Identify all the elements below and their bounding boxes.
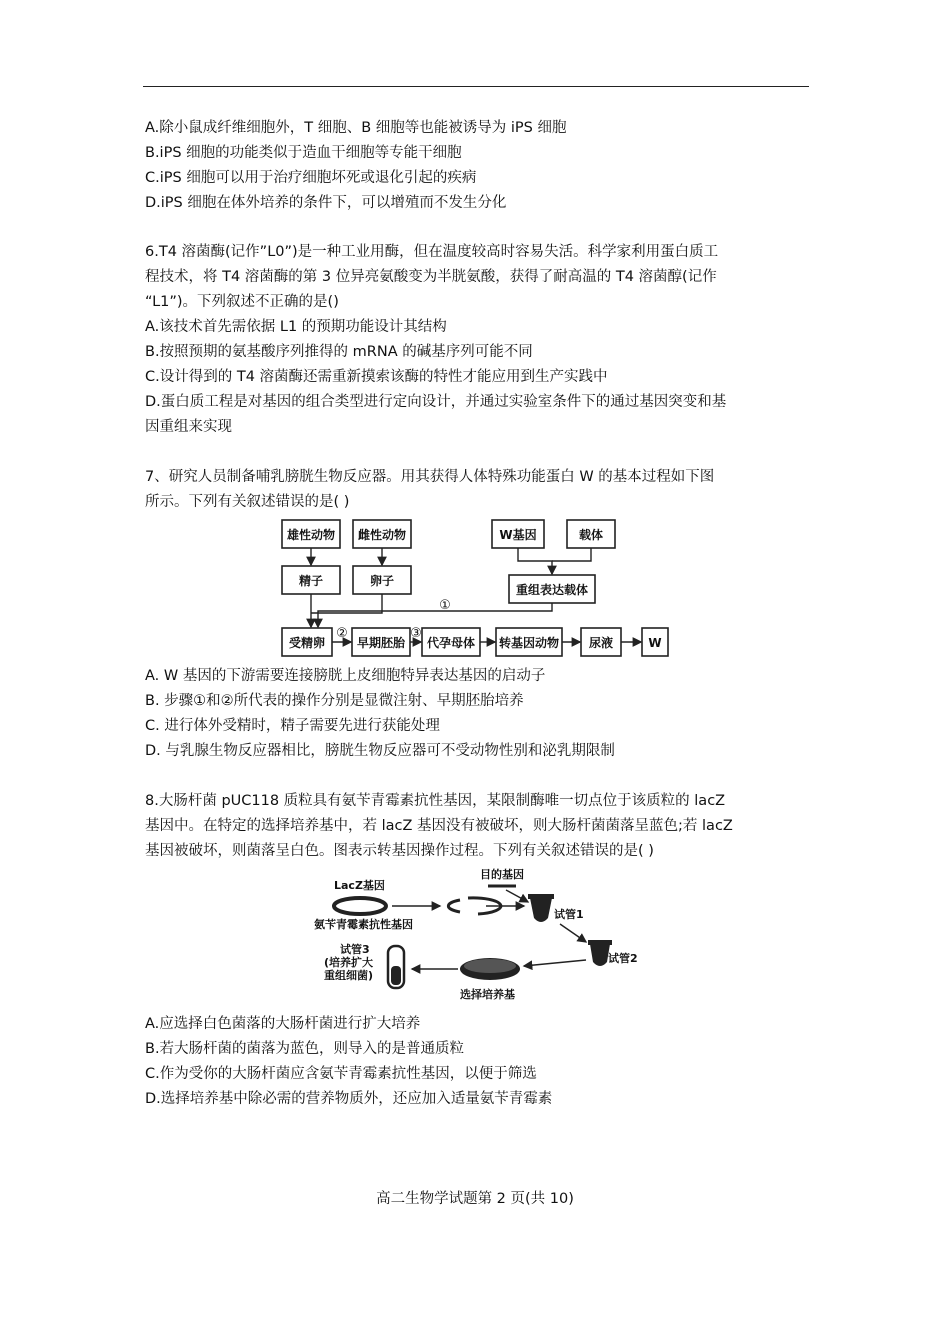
q6-option-d: D.蛋白质工程是对基因的组合类型进行定向设计，并通过实验室条件下的通过基因突变和基	[145, 394, 727, 410]
q7-stem-line1: 7、研究人员制备哺乳膀胱生物反应器。用其获得人体特殊功能蛋白 W 的基本过程如下图	[145, 469, 715, 485]
q6-stem-line2: 程技术，将 T4 溶菌酶的第 3 位异亮氨酸变为半胱氨酸，获得了耐高温的 T4 溶菌醇(记作	[145, 269, 717, 285]
tube2-icon	[590, 944, 610, 966]
label-amp: 氨苄青霉素抗性基因	[314, 918, 413, 931]
q7-option-b: B. 步骤①和②所代表的操作分别是显微注射、早期胚胎培养	[145, 693, 524, 709]
label-egg: 卵子	[369, 574, 395, 588]
label-sperm: 精子	[298, 574, 324, 588]
label-tube3-line3: 重组细菌)	[324, 969, 374, 982]
label-plate: 选择培养基	[460, 988, 515, 1001]
step3-label: ③	[410, 626, 422, 641]
q7-option-c: C. 进行体外受精时，精子需要先进行获能处理	[145, 718, 440, 734]
q8-stem-line1: 8.大肠杆菌 pUC118 质粒具有氨苄青霉素抗性基因，某限制酶唯一切点位于该质粒的 lacZ	[145, 793, 726, 809]
label-tube3-line1: 试管3	[340, 943, 370, 956]
q8-option-a: A.应选择白色菌落的大肠杆菌进行扩大培养	[145, 1016, 421, 1032]
label-male: 雄性动物	[286, 528, 336, 542]
q6-option-a: A.该技术首先需依据 L1 的预期功能设计其结构	[145, 319, 447, 335]
q6-stem-line1: 6.T4 溶菌酶(记作”L0”)是一种工业用酶，但在温度较高时容易失活。科学家利用蛋白质工	[145, 244, 719, 260]
q5-option-d: D.iPS 细胞在体外培养的条件下，可以增殖而不发生分化	[145, 195, 507, 211]
q5-option-a: A.除小鼠成纤维细胞外，T 细胞、B 细胞等也能被诱导为 iPS 细胞	[145, 120, 567, 136]
q6-option-b: B.按照预期的氨基酸序列推得的 mRNA 的碱基序列可能不同	[145, 344, 533, 360]
q8-stem-line3: 基因被破坏，则菌落呈白色。图表示转基因操作过程。下列有关叙述错误的是( )	[145, 843, 654, 859]
label-target: 目的基因	[480, 868, 524, 881]
page-footer: 高二生物学试题第 2 页(共 10)	[376, 1191, 574, 1207]
label-w: W	[648, 636, 662, 650]
q7-stem-line2: 所示。下列有关叙述错误的是( )	[145, 494, 350, 510]
label-tube1: 试管1	[554, 908, 584, 921]
q6-stem-line3: “L1”)。下列叙述不正确的是()	[145, 294, 339, 310]
q8-option-b: B.若大肠杆菌的菌落为蓝色，则导入的是普通质粒	[145, 1041, 465, 1057]
step2-label: ②	[336, 626, 348, 641]
tube1-icon	[530, 898, 552, 922]
label-embryo: 早期胚胎	[356, 636, 406, 650]
label-zygote: 受精卵	[288, 636, 326, 650]
q8-transgenic-diagram	[310, 866, 650, 1008]
label-recomb: 重组表达载体	[515, 583, 589, 597]
q5-option-c: C.iPS 细胞可以用于治疗细胞坏死或退化引起的疾病	[145, 170, 477, 186]
label-female: 雌性动物	[357, 528, 407, 542]
q7-option-a: A. W 基因的下游需要连接膀胱上皮细胞特异表达基因的启动子	[145, 668, 546, 684]
label-vector: 载体	[578, 528, 604, 542]
q8-option-d: D.选择培养基中除必需的营养物质外，还应加入适量氨苄青霉素	[145, 1091, 553, 1107]
label-urine: 尿液	[588, 636, 614, 650]
q5-option-b: B.iPS 细胞的功能类似于造血干细胞等专能干细胞	[145, 145, 462, 161]
plasmid-icon	[334, 898, 386, 914]
q6-option-d-cont: 因重组来实现	[145, 419, 232, 435]
label-lacz: LacZ基因	[334, 879, 385, 892]
q8-option-c: C.作为受你的大肠杆菌应含氨苄青霉素抗性基因，以便于筛选	[145, 1066, 537, 1082]
label-transgenic: 转基因动物	[498, 636, 560, 650]
step1-label: ①	[439, 598, 451, 613]
label-wgene: W基因	[499, 528, 537, 542]
q7-flow-diagram	[270, 513, 680, 663]
header-rule	[143, 86, 809, 87]
q7-option-d: D. 与乳腺生物反应器相比，膀胱生物反应器可不受动物性别和泌乳期限制	[145, 743, 615, 759]
label-tube2: 试管2	[608, 952, 638, 965]
q6-option-c: C.设计得到的 T4 溶菌酶还需重新摸索该酶的特性才能应用到生产实践中	[145, 369, 608, 385]
label-tube3-line2: (培养扩大	[324, 956, 374, 969]
q8-stem-line2: 基因中。在特定的选择培养基中，若 lacZ 基因没有被破坏，则大肠杆菌菌落呈蓝色;若 lacZ	[145, 818, 733, 834]
label-surrogate: 代孕母体	[426, 636, 476, 650]
